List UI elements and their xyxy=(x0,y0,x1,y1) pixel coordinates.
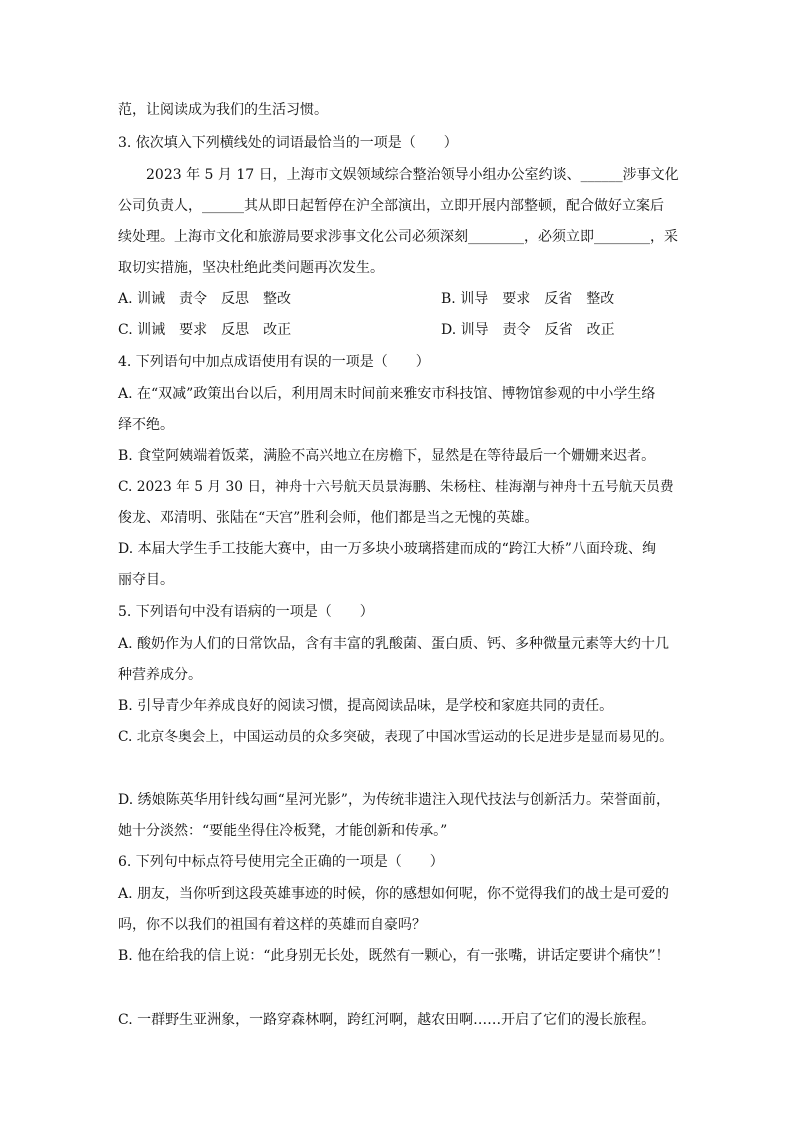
option-b: B. 引导青少年养成良好的阅读习惯，提高阅读品味，是学校和家庭共同的责任。 xyxy=(118,698,614,714)
passage-line: 续处理。上海市文化和旅游局要求涉事文化公司必须深刻________，必须立即________，采 xyxy=(118,229,678,245)
option-a-cont: 吗，你不以我们的祖国有着这样的英雄而自豪吗？ xyxy=(118,917,426,933)
option-c: C. 一群野生亚洲象，一路穿森林啊，跨红河啊，越农田啊……开启了它们的漫长旅程。 xyxy=(118,1012,656,1028)
passage-line: 公司负责人，______其从即日起暂停在沪全部演出，立即开展内部整顿，配合做好立案后 xyxy=(118,198,664,214)
option-c: C. 训诫 要求 反思 改正 xyxy=(118,322,292,338)
option-a: A. 训诫 责令 反思 整改 xyxy=(118,291,292,307)
question-5-title: 5. 下列语句中没有语病的一项是（ ） xyxy=(118,604,374,620)
option-b: B. 他在给我的信上说：“此身别无长处，既然有一颗心，有一张嘴，讲话定要讲个痛快”！ xyxy=(118,948,670,964)
question-4-title: 4. 下列语句中加点成语使用有误的一项是（ ） xyxy=(118,354,430,370)
question-6-title: 6. 下列句中标点符号使用完全正确的一项是（ ） xyxy=(118,854,444,870)
question-3-title: 3. 依次填入下列横线处的词语最恰当的一项是（ ） xyxy=(118,135,458,151)
option-a-cont: 绎不绝。 xyxy=(118,417,174,433)
option-c: C. 北京冬奥会上，中国运动员的众多突破，表现了中国冰雪运动的长足进步是显而易见的。 xyxy=(118,729,674,745)
option-d-cont: 她十分淡然：“要能坐得住冷板凳，才能创新和传承。” xyxy=(118,823,448,839)
option-a-cont: 种营养成分。 xyxy=(118,667,202,683)
passage-line: 取切实措施，坚决杜绝此类问题再次发生。 xyxy=(118,260,384,276)
option-c: C. 2023 年 5 月 30 日，神舟十六号航天员景海鹏、朱杨柱、桂海潮与神舟十五号航天员费 xyxy=(118,479,674,495)
option-d-cont: 丽夺目。 xyxy=(118,572,174,588)
passage-line: 2023 年 5 月 17 日，上海市文娱领域综合整治领导小组办公室约谈、______涉事文化 xyxy=(146,167,679,183)
option-d: D. 绣娘陈英华用针线勾画“星河光影”，为传统非遗注入现代技法与创新活力。荣誉面前， xyxy=(118,792,670,808)
option-b: B. 食堂阿姨端着饭菜，满脸不高兴地立在房檐下，显然是在等待最后一个姗姗来迟者。 xyxy=(118,448,656,464)
option-b: B. 训导 要求 反省 整改 xyxy=(441,291,615,307)
option-d: D. 本届大学生手工技能大赛中，由一万多块小玻璃搭建而成的“跨江大桥”八面玲珑、绚 xyxy=(118,541,656,557)
option-d: D. 训导 责令 反省 改正 xyxy=(441,322,615,338)
option-a: A. 朋友，当你听到这段英雄事迹的时候，你的感想如何呢，你不觉得我们的战士是可爱的 xyxy=(118,886,670,902)
text-line: 范，让阅读成为我们的生活习惯。 xyxy=(118,102,328,118)
option-a: A. 酸奶作为人们的日常饮品，含有丰富的乳酸菌、蛋白质、钙、多种微量元素等大约十几 xyxy=(118,636,670,652)
option-c-cont: 俊龙、邓清明、张陆在“天宫”胜利会师，他们都是当之无愧的英雄。 xyxy=(118,510,539,526)
option-a: A. 在“双减”政策出台以后，利用周末时间前来雅安市科技馆、博物馆参观的中小学生络 xyxy=(118,386,656,402)
